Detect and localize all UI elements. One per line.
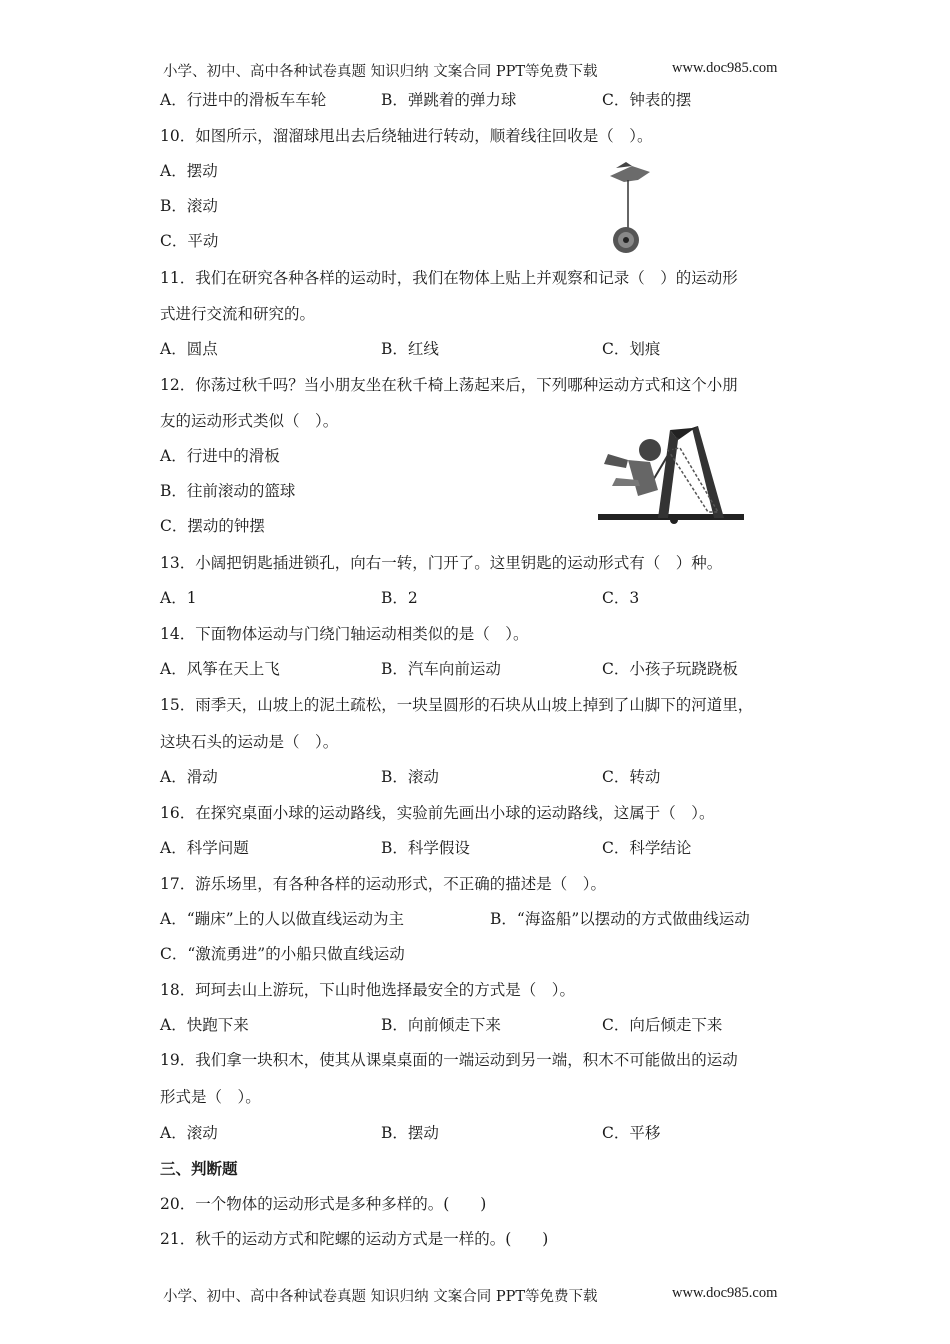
q14-option-b: B．汽车向前运动 xyxy=(381,660,501,678)
q11-option-b: B．红线 xyxy=(381,340,439,358)
page-footer xyxy=(163,1285,778,1306)
q11-stem-line1: 11．我们在研究各种各样的运动时，我们在物体上贴上并观察和记录（ ）的运动形 xyxy=(160,269,738,287)
q19-stem-line1: 19．我们拿一块积木，使其从课桌桌面的一端运动到另一端，积木不可能做出的运动 xyxy=(160,1051,738,1069)
section-title-judgement: 三、判断题 xyxy=(160,1159,238,1178)
q15-stem-line1: 15．雨季天，山坡上的泥土疏松，一块呈圆形的石块从山坡上掉到了山脚下的河道里， xyxy=(160,696,754,714)
q10-option-b: B．滚动 xyxy=(160,197,218,215)
footer-url[interactable]: www.doc985.com xyxy=(672,1285,778,1301)
q14-stem: 14．下面物体运动与门绕门轴运动相类似的是（ ）。 xyxy=(160,625,529,643)
q16-stem: 16．在探究桌面小球的运动路线，实验前先画出小球的运动路线，这属于（ ）。 xyxy=(160,804,715,822)
q18-option-a: A．快跑下来 xyxy=(160,1016,249,1034)
q12-option-c: C．摆动的钟摆 xyxy=(160,517,265,535)
q19-stem-line2: 形式是（ ）。 xyxy=(160,1088,261,1106)
q17-option-a: A．“蹦床”上的人以做直线运动为主 xyxy=(160,910,405,928)
yoyo-illustration xyxy=(598,158,662,258)
q15-stem-line2: 这块石头的运动是（ ）。 xyxy=(160,733,339,751)
q10-option-a: A．摆动 xyxy=(160,162,218,180)
q14-option-a: A．风筝在天上飞 xyxy=(160,660,280,678)
q15-option-b: B．滚动 xyxy=(381,768,439,786)
q20-stem: 20．一个物体的运动形式是多种多样的。( ) xyxy=(160,1195,487,1213)
q12-option-b: B．往前滚动的篮球 xyxy=(160,482,296,500)
header-text: 小学、初中、高中各种试卷真题 知识归纳 文案合同 PPT等免费下载 xyxy=(163,64,598,80)
q17-stem: 17．游乐场里，有各种各样的运动形式，不正确的描述是（ ）。 xyxy=(160,875,606,893)
footer-text: 小学、初中、高中各种试卷真题 知识归纳 文案合同 PPT等免费下载 xyxy=(163,1289,598,1305)
q16-option-a: A．科学问题 xyxy=(160,839,249,857)
q13-option-a: A．1 xyxy=(160,589,197,607)
q9-option-a: A．行进中的滑板车车轮 xyxy=(160,91,327,109)
q12-stem-line2: 友的运动形式类似（ ）。 xyxy=(160,412,339,430)
q19-option-b: B．摆动 xyxy=(381,1124,439,1142)
q13-option-b: B．2 xyxy=(381,589,418,607)
q16-option-b: B．科学假设 xyxy=(381,839,470,857)
q15-option-a: A．滑动 xyxy=(160,768,218,786)
q9-option-b: B．弹跳着的弹力球 xyxy=(381,91,517,109)
q10-stem: 10．如图所示，溜溜球甩出去后绕轴进行转动，顺着线往回收是（ ）。 xyxy=(160,127,653,145)
q13-option-c: C．3 xyxy=(602,589,640,607)
q14-option-c: C．小孩子玩跷跷板 xyxy=(602,660,738,678)
q11-option-c: C．划痕 xyxy=(602,340,661,358)
q13-stem: 13．小阔把钥匙插进锁孔，向右一转，门开了。这里钥匙的运动形式有（ ）种。 xyxy=(160,554,723,572)
q16-option-c: C．科学结论 xyxy=(602,839,692,857)
q15-option-c: C．转动 xyxy=(602,768,661,786)
q11-stem-line2: 式进行交流和研究的。 xyxy=(160,305,316,323)
q12-option-a: A．行进中的滑板 xyxy=(160,447,280,465)
q21-stem: 21．秋千的运动方式和陀螺的运动方式是一样的。( ) xyxy=(160,1230,549,1248)
q19-option-a: A．滚动 xyxy=(160,1124,218,1142)
q11-option-a: A．圆点 xyxy=(160,340,218,358)
q18-option-b: B．向前倾走下来 xyxy=(381,1016,501,1034)
q12-stem-line1: 12．你荡过秋千吗？当小朋友坐在秋千椅上荡起来后，下列哪种运动方式和这个小朋 xyxy=(160,376,738,394)
q10-option-c: C．平动 xyxy=(160,232,219,250)
q17-option-b: B．“海盗船”以摆动的方式做曲线运动 xyxy=(490,910,750,928)
q19-option-c: C．平移 xyxy=(602,1124,661,1142)
q17-option-c: C．“激流勇进”的小船只做直线运动 xyxy=(160,945,405,963)
q18-option-c: C．向后倾走下来 xyxy=(602,1016,723,1034)
page-header xyxy=(163,60,778,81)
q18-stem: 18．珂珂去山上游玩，下山时他选择最安全的方式是（ ）。 xyxy=(160,981,575,999)
header-url[interactable]: www.doc985.com xyxy=(672,60,778,76)
q9-option-c: C．钟表的摆 xyxy=(602,91,692,109)
swing-illustration xyxy=(598,420,744,532)
